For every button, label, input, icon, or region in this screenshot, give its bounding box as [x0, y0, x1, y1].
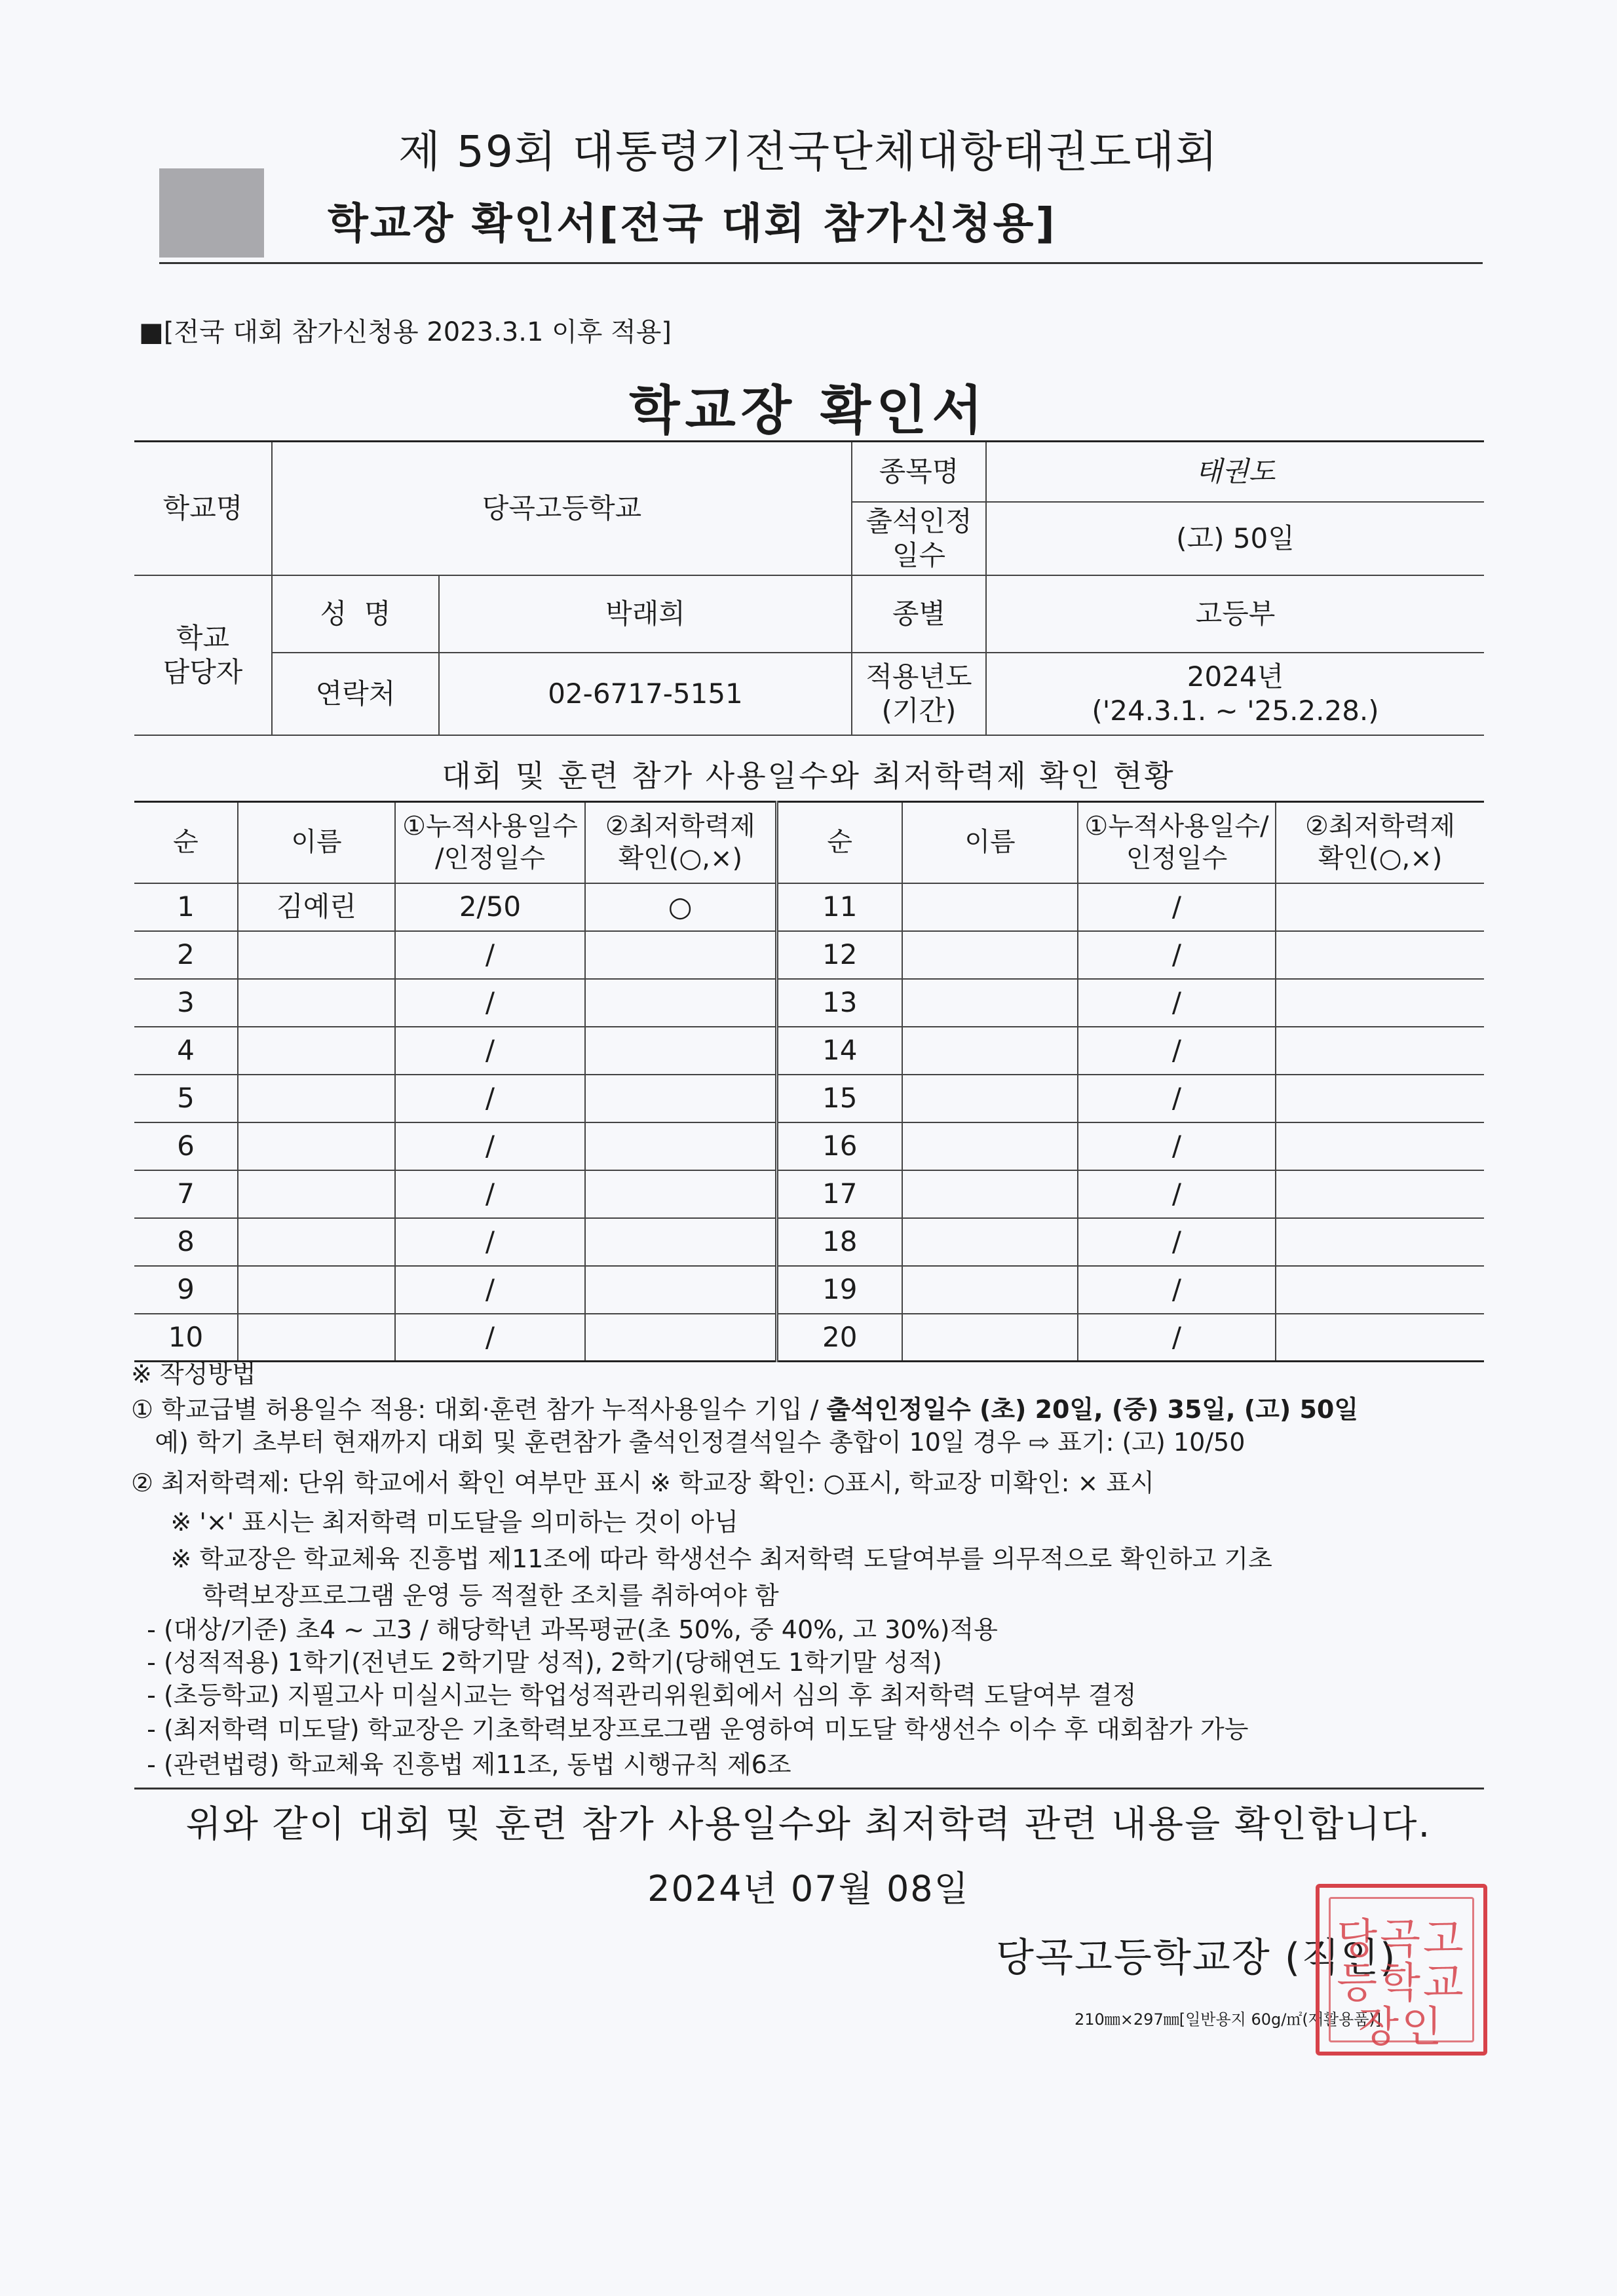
- row-name: [902, 1075, 1078, 1122]
- row-check: [585, 931, 776, 979]
- row-no: 15: [776, 1075, 902, 1122]
- row-days: /: [1078, 1266, 1276, 1314]
- row-name: [238, 979, 395, 1027]
- row-days: /: [395, 1266, 585, 1314]
- col-days-right-line1: ①누적사용일수/: [1084, 811, 1269, 841]
- row-no: 18: [776, 1218, 902, 1266]
- row-no: 16: [776, 1122, 902, 1170]
- row-check: [1276, 1122, 1484, 1170]
- paper-spec-footer: 210㎜×297㎜[일반용지 60g/㎡(재활용품)]: [1075, 2010, 1382, 2029]
- col-check-left-line2: 확인(○,×): [618, 843, 743, 873]
- row-name: [238, 931, 395, 979]
- row-no: 20: [776, 1314, 902, 1362]
- school-name-value: 당곡고등학교: [272, 442, 852, 575]
- instruction-law: - (관련법령) 학교체육 진흥법 제11조, 동법 시행규칙 제6조: [131, 1750, 791, 1779]
- division-label: 종별: [852, 575, 986, 653]
- manager-name-label: 성 명: [272, 575, 439, 653]
- contact-value: 02-6717-5151: [439, 653, 852, 735]
- row-days: /: [1078, 931, 1276, 979]
- col-days-right: [1078, 802, 1276, 883]
- event-title: 제 59회 대통령기전국단체대항태권도대회: [398, 126, 1219, 177]
- row-name: [902, 979, 1078, 1027]
- instruction-1: [131, 1397, 1546, 1430]
- document-title: 학교장 확인서: [629, 380, 988, 441]
- apply-year-value-line1: 2024년: [1187, 660, 1284, 693]
- col-days-right-line2: 인정일수: [1126, 843, 1228, 873]
- row-no: 2: [134, 931, 238, 979]
- row-no: 3: [134, 979, 238, 1027]
- instructions-block: [131, 1362, 1546, 1788]
- col-no-left: 순: [134, 802, 238, 883]
- col-days-left: [395, 802, 585, 883]
- row-days: /: [1078, 1218, 1276, 1266]
- row-no: 9: [134, 1266, 238, 1314]
- row-name: 김예린: [238, 883, 395, 931]
- row-name: [902, 1027, 1078, 1075]
- manager-label-line1: 학교: [176, 622, 230, 655]
- form-subtitle: 학교장 확인서[전국 대회 참가신청용]: [328, 200, 1057, 248]
- bottom-rule: [134, 1788, 1484, 1789]
- row-days: /: [395, 1122, 585, 1170]
- apply-year-value-line2: ('24.3.1. ~ '25.2.28.): [1092, 694, 1379, 727]
- attend-days-value: (고) 50일: [986, 502, 1484, 575]
- row-days: /: [1078, 1122, 1276, 1170]
- division-value: 고등부: [986, 575, 1484, 653]
- row-check: [585, 1314, 776, 1362]
- apply-year-label: [852, 653, 986, 735]
- row-check: [585, 1218, 776, 1266]
- attend-days-label-line1: 출석인정: [866, 505, 972, 538]
- row-check: [585, 1266, 776, 1314]
- row-days: /: [1078, 883, 1276, 931]
- row-days: /: [395, 1170, 585, 1218]
- row-no: 5: [134, 1075, 238, 1122]
- table-row: [134, 979, 1484, 1027]
- row-no: 7: [134, 1170, 238, 1218]
- instruction-2: ② 최저학력제: 단위 학교에서 확인 여부만 표시 ※ 학교장 확인: ○표시, 학교장 미확인: × 표시: [131, 1468, 1154, 1497]
- row-no: 11: [776, 883, 902, 931]
- attendance-table: [134, 801, 1484, 1362]
- instruction-1-bold: 출석인정일수 (초) 20일, (중) 35일, (고) 50일: [826, 1395, 1359, 1424]
- instruction-not-reached: - (최저학력 미도달) 학교장은 기초학력보장프로그램 운영하여 미도달 학생선수 이수 후 대회참가 가능: [131, 1715, 1249, 1744]
- row-no: 13: [776, 979, 902, 1027]
- apply-year-label-line2: (기간): [881, 694, 957, 727]
- table-row: [134, 1218, 1484, 1266]
- apply-year-label-line1: 적용년도: [866, 660, 972, 693]
- row-days: /: [1078, 1170, 1276, 1218]
- principal-signature: 당곡고등학교장 (직인): [996, 1935, 1397, 1981]
- confirmation-statement: 위와 같이 대회 및 훈련 참가 사용일수와 최저학력 관련 내용을 확인합니다.: [185, 1803, 1432, 1846]
- header-gray-block: [159, 168, 264, 258]
- header-rule: [159, 262, 1483, 264]
- row-days: /: [1078, 979, 1276, 1027]
- table-row: [134, 1122, 1484, 1170]
- col-days-left-line1: ①누적사용일수: [402, 811, 578, 841]
- instructions-heading: ※ 작성방법: [131, 1360, 256, 1388]
- col-no-right: 순: [776, 802, 902, 883]
- table-row: [134, 1170, 1484, 1218]
- school-info-table: [134, 440, 1484, 736]
- attend-days-label: [852, 502, 986, 575]
- row-days: /: [1078, 1075, 1276, 1122]
- instruction-target: - (대상/기준) 초4 ~ 고3 / 해당학년 과목평균(초 50%, 중 40%, 고 30%)적용: [131, 1615, 998, 1644]
- instruction-grades: - (성적적용) 1학기(전년도 2학기말 성적), 2학기(당해연도 1학기말 성적): [131, 1648, 942, 1677]
- instruction-elementary: - (초등학교) 지필고사 미실시교는 학업성적관리위원회에서 심의 후 최저학력 도달여부 결정: [131, 1681, 1137, 1710]
- section-title: 대회 및 훈련 참가 사용일수와 최저학력제 확인 현황: [442, 758, 1175, 794]
- attend-days-label-line2: 일수: [892, 539, 946, 571]
- instruction-2-note-b: ※ 학교장은 학교체육 진흥법 제11조에 따라 학생선수 최저학력 도달여부를 의무적으로 확인하고 기초: [131, 1544, 1272, 1573]
- row-days: /: [395, 1218, 585, 1266]
- col-check-right: [1276, 802, 1484, 883]
- row-name: [902, 1314, 1078, 1362]
- instruction-2-note-a: ※ '×' 표시는 최저학력 미도달을 의미하는 것이 아님: [131, 1508, 738, 1537]
- row-name: [902, 1218, 1078, 1266]
- row-check: [1276, 979, 1484, 1027]
- row-no: 17: [776, 1170, 902, 1218]
- manager-label-line2: 담당자: [162, 655, 243, 688]
- row-check: ○: [585, 883, 776, 931]
- row-no: 8: [134, 1218, 238, 1266]
- row-check: [1276, 1170, 1484, 1218]
- row-name: [238, 1218, 395, 1266]
- row-check: [585, 979, 776, 1027]
- row-days: /: [395, 1027, 585, 1075]
- instruction-2-note-b-cont: 학력보장프로그램 운영 등 적절한 조치를 취하여야 함: [131, 1581, 779, 1610]
- row-check: [585, 1122, 776, 1170]
- col-name-left: 이름: [238, 802, 395, 883]
- row-days: /: [1078, 1314, 1276, 1362]
- confirmation-date: 2024년 07월 08일: [647, 1868, 970, 1909]
- table-row: [134, 1266, 1484, 1314]
- row-check: [1276, 1314, 1484, 1362]
- row-days: /: [395, 1075, 585, 1122]
- row-name: [902, 1170, 1078, 1218]
- table-row: [134, 883, 1484, 931]
- row-name: [238, 1027, 395, 1075]
- col-check-left-line1: ②최저학력제: [605, 811, 755, 841]
- row-check: [1276, 1027, 1484, 1075]
- row-name: [902, 883, 1078, 931]
- row-name: [238, 1075, 395, 1122]
- row-name: [902, 1266, 1078, 1314]
- official-seal: [1316, 1884, 1487, 2056]
- row-check: [1276, 1266, 1484, 1314]
- row-no: 1: [134, 883, 238, 931]
- row-days: /: [395, 931, 585, 979]
- row-name: [238, 1122, 395, 1170]
- row-check: [1276, 931, 1484, 979]
- school-name-label: 학교명: [134, 442, 272, 575]
- sport-label: 종목명: [852, 442, 986, 502]
- instruction-example: 예) 학기 초부터 현재까지 대회 및 훈련참가 출석인정결석일수 총합이 10일 경우 ⇨ 표기: (고) 10/50: [131, 1428, 1246, 1457]
- row-no: 19: [776, 1266, 902, 1314]
- row-check: [585, 1027, 776, 1075]
- apply-year-value: [986, 653, 1484, 735]
- col-check-right-line2: 확인(○,×): [1318, 843, 1443, 873]
- col-check-right-line1: ②최저학력제: [1304, 811, 1456, 841]
- row-name: [238, 1170, 395, 1218]
- row-check: [585, 1170, 776, 1218]
- table-row: [134, 1075, 1484, 1122]
- row-days: 2/50: [395, 883, 585, 931]
- school-manager-label: [134, 575, 272, 735]
- contact-label: 연락처: [272, 653, 439, 735]
- row-check: [1276, 1075, 1484, 1122]
- col-check-left: [585, 802, 776, 883]
- row-days: /: [1078, 1027, 1276, 1075]
- instruction-1-text: ① 학교급별 허용일수 적용: 대회·훈련 참가 누적사용일수 기입 /: [131, 1395, 827, 1424]
- row-name: [902, 1122, 1078, 1170]
- row-days: /: [395, 979, 585, 1027]
- row-no: 6: [134, 1122, 238, 1170]
- col-name-right: 이름: [902, 802, 1078, 883]
- row-check: [1276, 883, 1484, 931]
- row-name: [238, 1314, 395, 1362]
- col-days-left-line2: /인정일수: [434, 843, 546, 873]
- row-days: /: [395, 1314, 585, 1362]
- row-no: 10: [134, 1314, 238, 1362]
- row-check: [1276, 1218, 1484, 1266]
- row-no: 14: [776, 1027, 902, 1075]
- row-no: 4: [134, 1027, 238, 1075]
- manager-name-value: 박래희: [439, 575, 852, 653]
- table-row: [134, 931, 1484, 979]
- row-name: [902, 931, 1078, 979]
- table-row: [134, 1027, 1484, 1075]
- row-check: [585, 1075, 776, 1122]
- row-name: [238, 1266, 395, 1314]
- sport-value: 태권도: [986, 442, 1484, 502]
- applicability-note: ■[전국 대회 참가신청용 2023.3.1 이후 적용]: [139, 317, 672, 347]
- seal-text: 당곡고등학교장인: [1337, 1915, 1466, 2052]
- row-no: 12: [776, 931, 902, 979]
- table-row: [134, 1314, 1484, 1362]
